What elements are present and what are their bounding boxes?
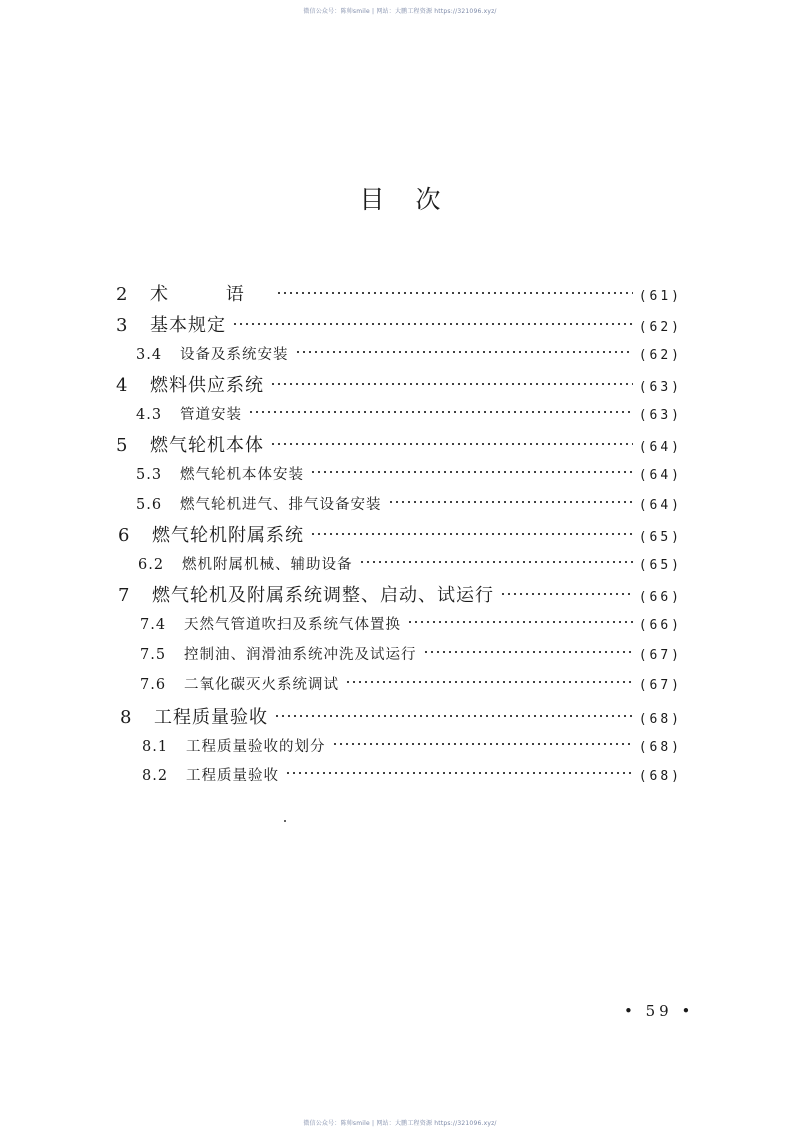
leader-dots [285, 768, 633, 778]
toc-entry-title: 燃气轮机附属系统 [152, 525, 304, 546]
toc-entry-page: (68) [638, 712, 682, 727]
leader-dots [270, 379, 633, 389]
leader-dots [248, 407, 633, 417]
toc-entry-number: 6.2 [138, 557, 165, 573]
toc-entry-page: (62) [638, 348, 682, 363]
watermark-bottom: 微信公众号：陈帅smile | 网站：大鹏工程资源 https://321096.xyz/ [303, 1120, 497, 1127]
toc-entry-page: (66) [638, 590, 682, 605]
toc-entry[interactable] [116, 280, 682, 306]
toc-entry-number: 8 [120, 707, 132, 728]
toc-entry-number: 7.5 [140, 647, 167, 663]
leader-dots [295, 347, 633, 357]
toc-entry[interactable] [140, 613, 682, 634]
toc-entry-number: 7 [118, 585, 130, 606]
leader-dots [388, 497, 633, 507]
leader-dots [423, 647, 633, 657]
toc-entry-title: 基本规定 [150, 315, 226, 336]
toc-entry-number: 4 [116, 375, 128, 396]
title-char-1: 目 [359, 185, 385, 214]
toc-entry-title: 管道安装 [180, 407, 242, 423]
toc-entry-number: 2 [116, 284, 128, 305]
toc-entry[interactable] [142, 764, 682, 785]
toc-entry-page: (67) [638, 648, 682, 663]
toc-entry-title: 二氧化碳灭火系统调试 [184, 677, 339, 693]
scan-speck [284, 820, 286, 822]
toc-entry[interactable] [136, 343, 682, 364]
toc-entry-number: 8.2 [142, 768, 169, 784]
toc-entry-number: 5.6 [136, 497, 163, 513]
toc-entry-page: (63) [638, 380, 682, 395]
leader-dots [500, 589, 633, 599]
toc-entry-title: 工程质量验收的划分 [186, 739, 326, 755]
toc-entry[interactable] [136, 493, 682, 514]
toc-entry-title: 燃气轮机进气、排气设备安装 [180, 497, 382, 513]
page-number: • 59 • [624, 1002, 695, 1020]
toc-entry-page: (62) [638, 320, 682, 335]
toc-entry-page: (65) [638, 530, 682, 545]
toc-entry[interactable] [116, 311, 682, 337]
toc-entry-page: (64) [638, 498, 682, 513]
toc-entry-number: 7.4 [140, 617, 167, 633]
toc-entry[interactable] [118, 521, 682, 547]
leader-dots [232, 319, 633, 329]
toc-entry[interactable] [116, 371, 682, 397]
toc-entry-number: 3.4 [136, 347, 163, 363]
leader-dots [310, 467, 633, 477]
leader-dots [345, 677, 633, 687]
toc-entry[interactable] [140, 673, 682, 694]
toc-entry-title: 设备及系统安装 [180, 347, 289, 363]
watermark-top: 微信公众号：陈帅smile | 网站：大鹏工程资源 https://321096.xyz/ [303, 8, 497, 15]
toc-entry-page: (64) [638, 468, 682, 483]
toc-entry-number: 5 [116, 435, 128, 456]
toc-entry-page: (66) [638, 618, 682, 633]
toc-entry-title: 燃气轮机本体安装 [180, 467, 304, 483]
toc-entry-number: 8.1 [142, 739, 169, 755]
toc-entry-number: 4.3 [136, 407, 163, 423]
toc-entry-page: (67) [638, 678, 682, 693]
toc-entry[interactable] [140, 643, 682, 664]
toc-entry[interactable] [120, 703, 682, 729]
toc-entry-title: 燃机附属机械、辅助设备 [182, 557, 353, 573]
leader-dots [407, 617, 633, 627]
toc-entry[interactable] [116, 431, 682, 457]
toc-entry-page: (68) [638, 769, 682, 784]
toc-entry-page: (63) [638, 408, 682, 423]
toc-entry-title: 燃气轮机本体 [150, 435, 264, 456]
toc-entry-title: 控制油、润滑油系统冲洗及试运行 [184, 647, 417, 663]
toc-entry-page: (68) [638, 740, 682, 755]
toc-entry-title: 工程质量验收 [154, 707, 268, 728]
toc-entry[interactable] [136, 463, 682, 484]
toc-entry-page: (61) [638, 289, 682, 304]
toc-entry-title: 燃气轮机及附属系统调整、启动、试运行 [152, 585, 494, 606]
toc-entry[interactable] [138, 553, 682, 574]
toc-entry-title: 工程质量验收 [186, 768, 279, 784]
toc-entry-title: 燃料供应系统 [150, 375, 264, 396]
leader-dots [270, 439, 633, 449]
toc-entry[interactable] [118, 581, 682, 607]
toc-entry-title: 术 语 [150, 284, 270, 305]
toc-entry-title: 天然气管道吹扫及系统气体置换 [184, 617, 401, 633]
title-char-2: 次 [415, 185, 441, 214]
toc-entry-page: (64) [638, 440, 682, 455]
leader-dots [310, 529, 633, 539]
toc-entry-number: 5.3 [136, 467, 163, 483]
toc-entry[interactable] [142, 735, 682, 756]
leader-dots [274, 711, 633, 721]
leader-dots [359, 557, 633, 567]
toc-entry-page: (65) [638, 558, 682, 573]
leader-dots [276, 288, 633, 298]
toc-entry-number: 7.6 [140, 677, 167, 693]
toc-entry-number: 6 [118, 525, 130, 546]
toc-entry[interactable] [136, 403, 682, 424]
toc-entry-number: 3 [116, 315, 128, 336]
leader-dots [332, 739, 633, 749]
